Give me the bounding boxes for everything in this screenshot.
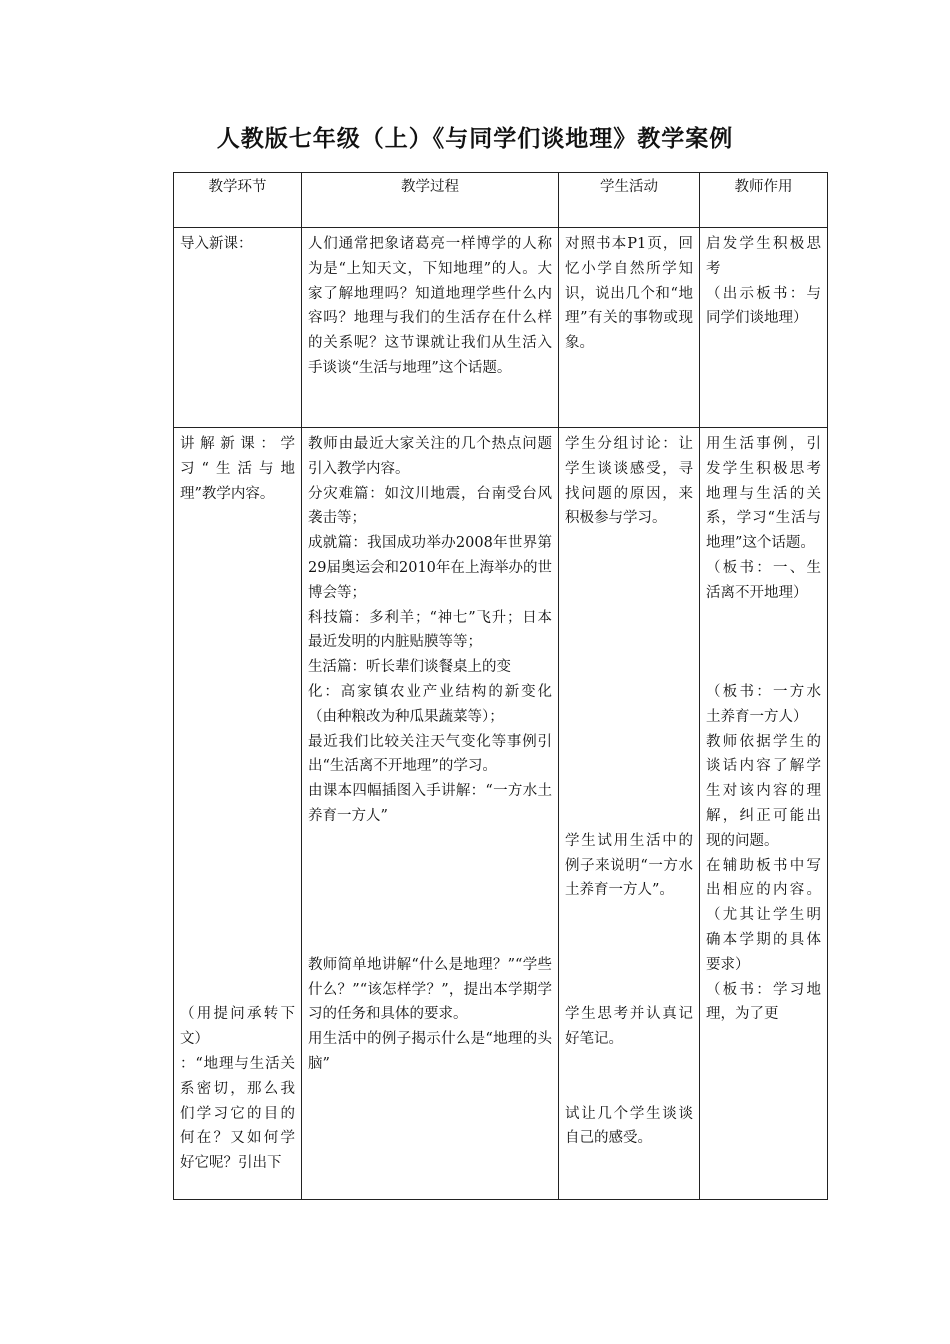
- table-cell: [559, 428, 700, 1200]
- cell-text: 对照书本P1页，回忆小学自然所学知识，说出几个和“地理”有关的事物或现象。: [565, 236, 693, 352]
- cell-text: 导入新课：: [180, 236, 253, 252]
- table-cell: [302, 428, 559, 1200]
- table-row: [174, 428, 828, 1200]
- table-cell: [174, 228, 302, 428]
- header-cell-student-activity: 学生活动: [559, 173, 700, 228]
- lesson-plan-table: [173, 172, 828, 1200]
- cell-text: 用生活事例，引发学生积极思考地理与生活的关系，学习“生活与地理”这个话题。 （板书：一、生活离不开地理） （板书：一方水土养育一方人） 教师依据学生的谈话内容了解学生对该内容的理解，纠正可能出现的问题。 在辅助板书中写出相应的内容。（尤其让学生明确本学期的具体要求） （板书：学习地理，为了更: [706, 436, 821, 1023]
- table-cell: [174, 428, 302, 1200]
- table-row: [174, 228, 828, 428]
- document-title: 人教版七年级（上）《与同学们谈地理》教学案例: [216, 125, 734, 152]
- cell-text: 人们通常把象诸葛亮一样博学的人称为是“上知天文，下知地理”的人。大家了解地理吗？知道地理学些什么内容吗？地理与我们的生活存在什么样的关系呢？这节课就让我们从生活入手谈谈“生活与地理”这个话题。: [308, 236, 552, 376]
- cell-text: 教师由最近大家关注的几个热点问题引入教学内容。 分灾难篇：如汶川地震，台南受台风袭击等； 成就篇：我国成功举办2008年世界第29届奥运会和2010年在上海举办的世博会等； 科技篇：多利羊；“神七”飞升；日本最近发明的内脏贴膜等等； 生活篇：听长辈们谈餐桌上的变 化：高家镇农业产业结构的新变化（由种粮改为种瓜果蔬菜等）； 最近我们比较关注天气变化等事例引出“生活离不开地理”的学习。 由课本四幅插图入手讲解：“一方水土养育一方人” 教师简单地讲解“什么是地理？”“学些什么？”“该怎样学？”，提出本学期学习的任务和具体的要求。 用生活中的例子揭示什么是“地理的头脑”: [308, 436, 552, 1072]
- header-cell-teacher-role: 教师作用: [700, 173, 828, 228]
- table-cell: [559, 228, 700, 428]
- table-header-row: [174, 173, 828, 228]
- header-cell-teaching-stage: 教学环节: [174, 173, 302, 228]
- cell-text: 讲解新课：学习“生活与地理”教学内容。 （用提问承转下文） ：“地理与生活关系密切，那么我们学习它的目的何在？又如何学好它呢？引出下: [180, 436, 295, 1172]
- header-cell-teaching-process: 教学过程: [302, 173, 559, 228]
- cell-text: 学生分组讨论：让学生谈谈感受，寻找问题的原因，来积极参与学习。 学生试用生活中的例子来说明“一方水土养育一方人”。 学生思考并认真记好笔记。 试让几个学生谈谈自己的感受。: [565, 436, 693, 1147]
- table-cell: [700, 228, 828, 428]
- cell-text: 启发学生积极思考 （出示板书：与同学们谈地理）: [706, 236, 821, 327]
- table-cell: [700, 428, 828, 1200]
- table-cell: [302, 228, 559, 428]
